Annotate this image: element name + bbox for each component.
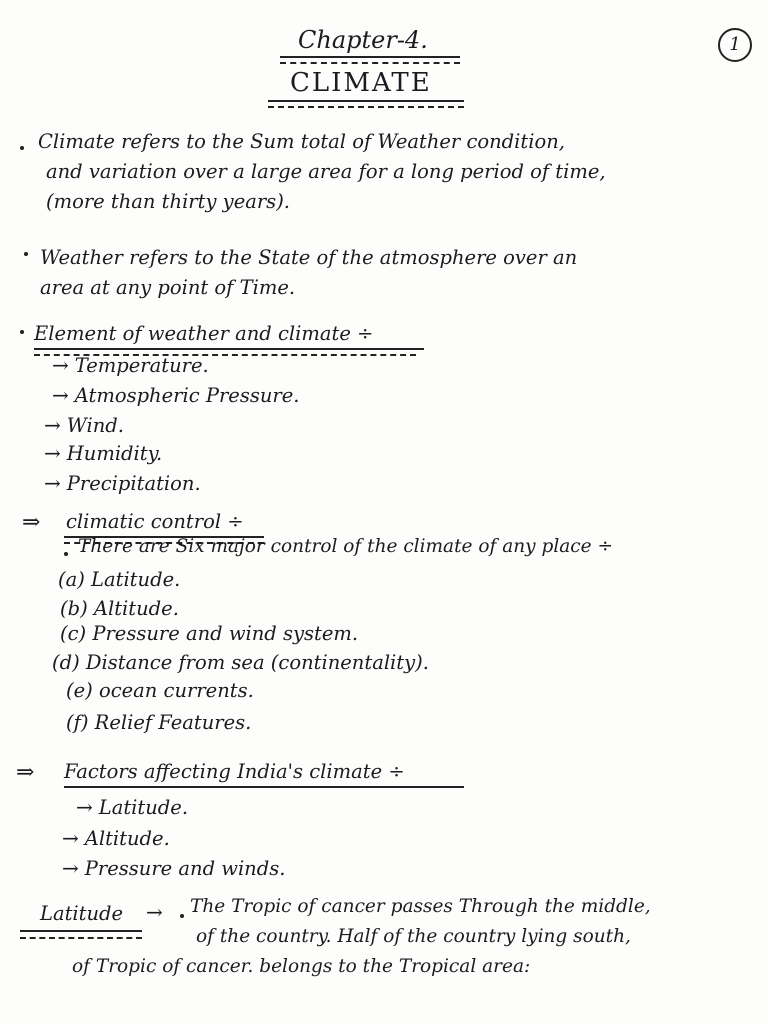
latitude-line-2: of the country. Half of the country lying south, [196, 926, 631, 947]
bullet-dot [64, 552, 68, 556]
list-item: (d) Distance from sea (continentality). [52, 651, 429, 674]
list-item: → Atmospheric Pressure. [52, 383, 300, 407]
arrow-right-icon: → [44, 441, 61, 465]
climate-definition-line-3: (more than thirty years). [46, 190, 290, 213]
list-item: → Humidity. [44, 441, 163, 465]
arrow-right-icon: → [44, 471, 61, 495]
list-item: → Wind. [44, 413, 124, 437]
arrow-right-icon: → [44, 413, 61, 437]
double-arrow-icon: ⇒ [22, 510, 41, 535]
latitude-line-1: The Tropic of cancer passes Through the middle, [190, 896, 651, 917]
climate-definition-line-1: Climate refers to the Sum total of Weather condition, [38, 130, 565, 153]
controls-heading: climatic control ÷ [66, 510, 244, 533]
controls-intro: There are Six major control of the climate of any place ÷ [78, 536, 613, 557]
bullet-dot [24, 252, 28, 256]
arrow-right-icon: → [62, 826, 79, 850]
list-item: (e) ocean currents. [66, 679, 254, 702]
latitude-line-3: of Tropic of cancer. belongs to the Tropical area: [72, 956, 531, 977]
list-item: → Temperature. [52, 353, 209, 377]
list-item: (f) Relief Features. [66, 711, 252, 734]
arrow-right-icon: → [76, 795, 93, 819]
chapter-underline-dashed [280, 62, 460, 64]
page-title: CLIMATE [290, 68, 432, 98]
elements-heading-underline [34, 348, 424, 350]
list-item: → Altitude. [62, 826, 170, 850]
bullet-dot [20, 330, 24, 334]
latitude-label-underline-dashed [20, 937, 142, 939]
list-item: (a) Latitude. [58, 568, 181, 591]
arrow-right-icon: → [52, 353, 69, 377]
chapter-label: Chapter-4. [298, 26, 428, 54]
india-heading-underline [64, 786, 464, 788]
title-underline-dashed [268, 106, 464, 108]
bullet-dot [180, 914, 184, 918]
arrow-right-icon: → [62, 856, 79, 880]
list-item: (c) Pressure and wind system. [60, 622, 359, 645]
climate-definition-line-2: and variation over a large area for a long period of time, [46, 160, 606, 183]
latitude-label: Latitude [40, 902, 124, 925]
page-number: 1 [718, 28, 752, 62]
bullet-dot [20, 146, 24, 150]
india-factors-heading: Factors affecting India's climate ÷ [64, 760, 405, 783]
arrow-right-icon: → [146, 900, 163, 924]
list-item: → Latitude. [76, 795, 189, 819]
elements-heading: Element of weather and climate ÷ [34, 322, 374, 345]
weather-definition-line-1: Weather refers to the State of the atmosphere over an [40, 246, 578, 269]
arrow-right-icon: → [52, 383, 69, 407]
list-item: → Pressure and winds. [62, 856, 286, 880]
list-item: → Precipitation. [44, 471, 201, 495]
latitude-label-underline [20, 930, 142, 932]
list-item: (b) Altitude. [60, 597, 179, 620]
title-underline [268, 100, 464, 102]
chapter-underline [280, 56, 460, 58]
weather-definition-line-2: area at any point of Time. [40, 276, 296, 299]
double-arrow-icon: ⇒ [16, 760, 35, 785]
